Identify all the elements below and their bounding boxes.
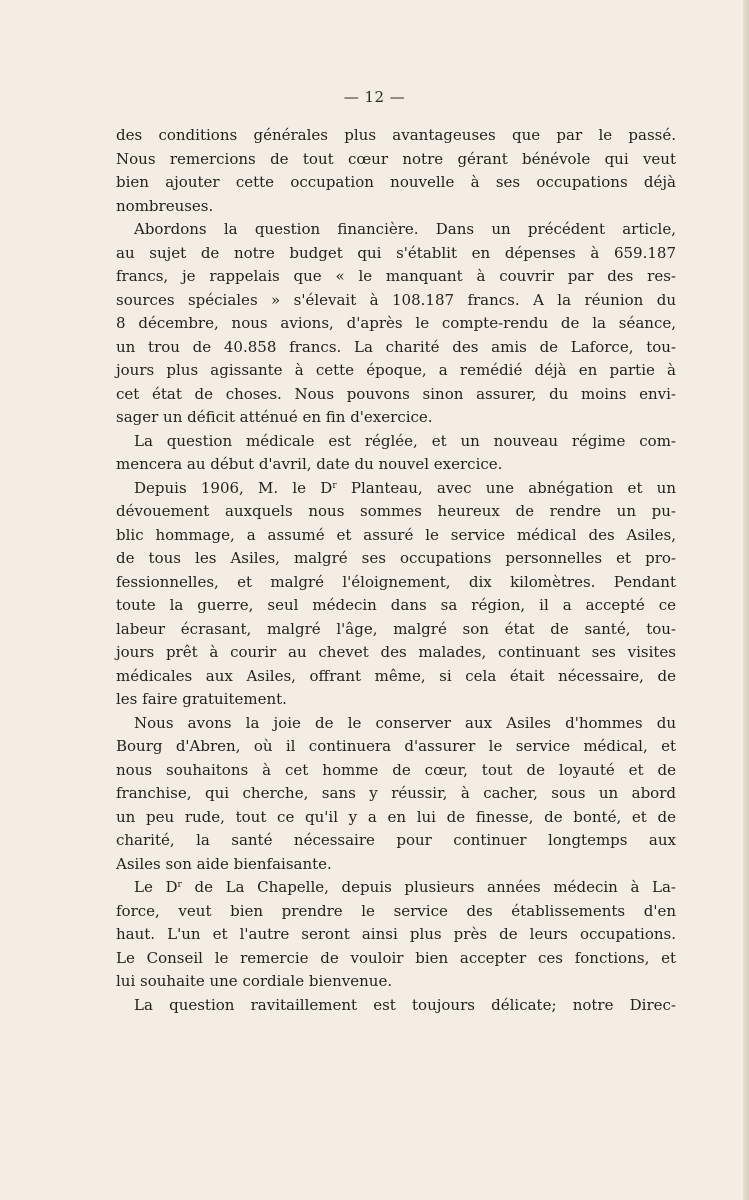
paragraph	[116, 876, 676, 994]
text-line: cet état de choses. Nous pouvons sinon assurer, du moins envi-	[116, 384, 676, 403]
text-line: force, veut bien prendre le service des établissements d'en	[116, 901, 676, 920]
paragraph	[116, 124, 676, 218]
page-edge	[743, 0, 749, 1200]
text-line: lui souhaite une cordiale bienvenue.	[116, 972, 393, 990]
text-line: fessionnelles, et malgré l'éloignement, dix kilomètres. Pendant	[116, 572, 676, 591]
text-line: sager un déficit atténué en fin d'exercice.	[116, 408, 433, 426]
text-line: nombreuses.	[116, 196, 214, 215]
text-line: au sujet de notre budget qui s'établit en dépenses à 659.187	[116, 243, 676, 262]
text-line: dévouement auxquels nous sommes heureux de rendre un pu-	[116, 502, 676, 520]
paragraph	[116, 218, 676, 430]
text-line: haut. L'un et l'autre seront ainsi plus près de leurs occupations.	[116, 925, 676, 943]
text-line: jours plus agissante à cette époque, a remédié déjà en partie à	[116, 361, 676, 379]
text-line: bien ajouter cette occupation nouvelle à ses occupations déjà	[116, 173, 676, 191]
text-line: La question médicale est réglée, et un nouveau régime com-	[134, 431, 676, 450]
text-line: blic hommage, a assumé et assuré le service médical des Asiles,	[116, 525, 676, 544]
text-line: nous souhaitons à cet homme de cœur, tout de loyauté et de	[116, 760, 676, 779]
text-line: toute la guerre, seul médecin dans sa région, il a accepté ce	[116, 596, 676, 614]
text-line: Le Conseil le remercie de vouloir bien accepter ces fonctions, et	[116, 948, 676, 967]
text-line: Le $D^r$ de La Chapelle, depuis plusieurs années médecin à La-	[134, 878, 676, 896]
text-line: franchise, qui cherche, sans y réussir, à cacher, sous un abord	[116, 784, 676, 802]
text-line: 8 décembre, nous avions, d'après le compte-rendu de la séance,	[116, 314, 676, 332]
text-line: Bourg d'Abren, où il continuera d'assurer le service médical, et	[116, 737, 676, 755]
text-line: sources spéciales » s'élevait à 108.187 francs. A la réunion du	[116, 290, 676, 309]
text-line: de tous les Asiles, malgré ses occupations personnelles et pro-	[116, 549, 676, 567]
text-line: des conditions générales plus avantageuses que par le passé.	[116, 126, 676, 144]
text-line: Nous avons la joie de le conserver aux Asiles d'hommes du	[134, 713, 676, 732]
text-line: Depuis 1906, M. le $D^r$ Planteau, avec une abnégation et un	[134, 478, 677, 497]
text-line: les faire gratuitement.	[116, 690, 287, 708]
text-line: Nous remercions de tout cœur notre gérant bénévole qui veut	[116, 149, 676, 168]
paragraph	[116, 994, 676, 1018]
text-line: La question ravitaillement est toujours délicate; notre Direc-	[134, 995, 676, 1014]
text-line: Asiles son aide bienfaisante.	[116, 854, 332, 873]
page-number: — 12 —	[343, 88, 406, 106]
paragraph	[116, 712, 676, 877]
paragraph	[116, 430, 676, 477]
text-line: mencera au début d'avril, date du nouvel exercice.	[116, 455, 503, 473]
text-line: francs, je rappelais que « le manquant à couvrir par des res-	[116, 267, 676, 285]
text-line: médicales aux Asiles, offrant même, si cela était nécessaire, de	[116, 666, 676, 685]
text-line: un peu rude, tout ce qu'il y a en lui de finesse, de bonté, et de	[116, 807, 676, 826]
text-line: charité, la santé nécessaire pour continuer longtemps aux	[116, 831, 676, 849]
text-line: jours prêt à courir au chevet des malades, continuant ses visites	[116, 643, 676, 661]
paragraph	[116, 477, 676, 712]
text-line: un trou de 40.858 francs. La charité des amis de Laforce, tou-	[116, 337, 676, 356]
text-line: Abordons la question financière. Dans un précédent article,	[134, 220, 676, 238]
body-text	[116, 124, 676, 1017]
text-line: labeur écrasant, malgré l'âge, malgré son état de santé, tou-	[116, 619, 676, 638]
